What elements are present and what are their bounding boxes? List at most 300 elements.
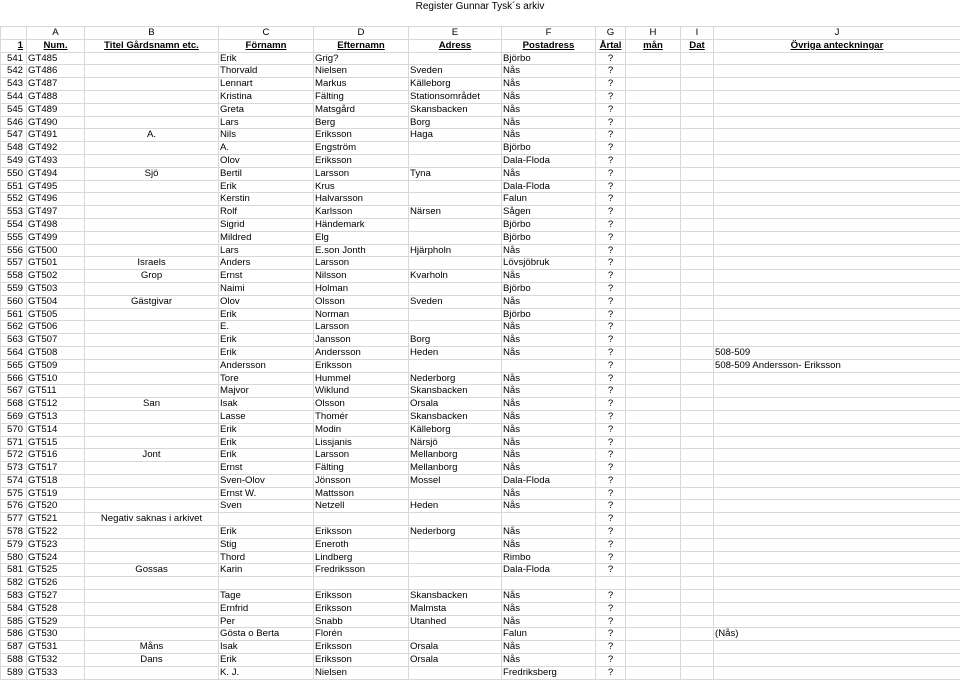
cell-adress[interactable] <box>409 538 502 551</box>
cell-dat[interactable] <box>681 257 714 270</box>
cell-titel[interactable] <box>85 346 219 359</box>
cell-man[interactable] <box>626 449 681 462</box>
cell-adress[interactable]: Borg <box>409 116 502 129</box>
cell-adress[interactable]: Sveden <box>409 295 502 308</box>
cell-adress[interactable]: Utanhed <box>409 615 502 628</box>
cell-postadress[interactable] <box>502 513 596 526</box>
cell-man[interactable] <box>626 462 681 475</box>
cell-dat[interactable] <box>681 590 714 603</box>
cell-dat[interactable] <box>681 103 714 116</box>
cell-titel[interactable] <box>85 116 219 129</box>
header-cell-postadress[interactable]: Postadress <box>502 39 596 52</box>
cell-fornamn[interactable]: Kerstin <box>219 193 314 206</box>
cell-dat[interactable] <box>681 385 714 398</box>
cell-fornamn[interactable]: Ernfrid <box>219 602 314 615</box>
cell-dat[interactable] <box>681 359 714 372</box>
cell-titel[interactable] <box>85 321 219 334</box>
cell-adress[interactable]: Nederborg <box>409 372 502 385</box>
cell-man[interactable] <box>626 487 681 500</box>
cell-artal[interactable]: ? <box>596 206 626 219</box>
cell-fornamn[interactable]: Greta <box>219 103 314 116</box>
cell-postadress[interactable] <box>502 577 596 590</box>
cell-postadress[interactable]: Nås <box>502 321 596 334</box>
cell-efternamn[interactable] <box>314 577 409 590</box>
cell-ovriga[interactable] <box>714 423 960 436</box>
row-number[interactable]: 587 <box>1 641 27 654</box>
cell-artal[interactable]: ? <box>596 398 626 411</box>
cell-postadress[interactable]: Nås <box>502 244 596 257</box>
cell-ovriga[interactable]: 508-509 <box>714 346 960 359</box>
cell-adress[interactable]: Skansbacken <box>409 385 502 398</box>
cell-artal[interactable]: ? <box>596 666 626 679</box>
cell-num[interactable]: GT514 <box>27 423 85 436</box>
cell-postadress[interactable] <box>502 359 596 372</box>
cell-ovriga[interactable] <box>714 551 960 564</box>
header-cell-fornamn[interactable]: Förnamn <box>219 39 314 52</box>
cell-titel[interactable] <box>85 526 219 539</box>
cell-efternamn[interactable]: Markus <box>314 78 409 91</box>
cell-efternamn[interactable]: Netzell <box>314 500 409 513</box>
row-number[interactable]: 553 <box>1 206 27 219</box>
cell-efternamn[interactable]: Grig? <box>314 52 409 65</box>
cell-dat[interactable] <box>681 410 714 423</box>
cell-adress[interactable]: Orsala <box>409 641 502 654</box>
cell-efternamn[interactable]: Larsson <box>314 167 409 180</box>
cell-titel[interactable] <box>85 52 219 65</box>
column-letter-B[interactable]: B <box>85 27 219 40</box>
cell-efternamn[interactable]: Berg <box>314 116 409 129</box>
cell-man[interactable] <box>626 321 681 334</box>
cell-dat[interactable] <box>681 398 714 411</box>
cell-fornamn[interactable]: K. J. <box>219 666 314 679</box>
cell-efternamn[interactable]: Olsson <box>314 398 409 411</box>
cell-man[interactable] <box>626 116 681 129</box>
row-number[interactable]: 549 <box>1 154 27 167</box>
row-number[interactable]: 561 <box>1 308 27 321</box>
row-number[interactable]: 577 <box>1 513 27 526</box>
cell-man[interactable] <box>626 410 681 423</box>
cell-num[interactable]: GT506 <box>27 321 85 334</box>
cell-man[interactable] <box>626 577 681 590</box>
row-number[interactable]: 552 <box>1 193 27 206</box>
cell-ovriga[interactable] <box>714 410 960 423</box>
cell-titel[interactable] <box>85 103 219 116</box>
cell-titel[interactable] <box>85 577 219 590</box>
row-number[interactable]: 566 <box>1 372 27 385</box>
row-number[interactable]: 545 <box>1 103 27 116</box>
cell-num[interactable]: GT500 <box>27 244 85 257</box>
cell-postadress[interactable]: Nås <box>502 423 596 436</box>
cell-dat[interactable] <box>681 551 714 564</box>
cell-dat[interactable] <box>681 577 714 590</box>
cell-num[interactable]: GT485 <box>27 52 85 65</box>
cell-postadress[interactable]: Dala-Floda <box>502 154 596 167</box>
cell-postadress[interactable]: Nås <box>502 78 596 91</box>
cell-efternamn[interactable]: Eriksson <box>314 154 409 167</box>
column-letter-corner[interactable] <box>1 27 27 40</box>
cell-artal[interactable]: ? <box>596 142 626 155</box>
cell-ovriga[interactable] <box>714 206 960 219</box>
cell-man[interactable] <box>626 193 681 206</box>
cell-artal[interactable]: ? <box>596 334 626 347</box>
cell-postadress[interactable]: Nås <box>502 167 596 180</box>
cell-artal[interactable]: ? <box>596 538 626 551</box>
cell-adress[interactable]: Kvarholn <box>409 270 502 283</box>
column-letter-G[interactable]: G <box>596 27 626 40</box>
cell-adress[interactable]: Stationsområdet <box>409 90 502 103</box>
cell-ovriga[interactable] <box>714 231 960 244</box>
cell-man[interactable] <box>626 142 681 155</box>
cell-fornamn[interactable]: Isak <box>219 641 314 654</box>
cell-fornamn[interactable]: Lars <box>219 116 314 129</box>
row-number[interactable]: 548 <box>1 142 27 155</box>
cell-titel[interactable] <box>85 538 219 551</box>
cell-num[interactable]: GT511 <box>27 385 85 398</box>
cell-postadress[interactable]: Nås <box>502 487 596 500</box>
cell-efternamn[interactable]: Fälting <box>314 462 409 475</box>
cell-num[interactable]: GT509 <box>27 359 85 372</box>
cell-ovriga[interactable] <box>714 449 960 462</box>
cell-man[interactable] <box>626 654 681 667</box>
cell-adress[interactable] <box>409 321 502 334</box>
cell-man[interactable] <box>626 538 681 551</box>
cell-dat[interactable] <box>681 628 714 641</box>
cell-postadress[interactable]: Nås <box>502 462 596 475</box>
cell-efternamn[interactable]: Eneroth <box>314 538 409 551</box>
cell-efternamn[interactable]: Fredriksson <box>314 564 409 577</box>
cell-ovriga[interactable]: 508-509 Andersson- Eriksson <box>714 359 960 372</box>
cell-adress[interactable]: Närsjö <box>409 436 502 449</box>
cell-titel[interactable] <box>85 206 219 219</box>
cell-titel[interactable] <box>85 78 219 91</box>
row-number[interactable]: 576 <box>1 500 27 513</box>
cell-postadress[interactable]: Björbo <box>502 218 596 231</box>
cell-num[interactable]: GT512 <box>27 398 85 411</box>
cell-adress[interactable]: Nederborg <box>409 526 502 539</box>
cell-dat[interactable] <box>681 449 714 462</box>
cell-dat[interactable] <box>681 346 714 359</box>
cell-num[interactable]: GT523 <box>27 538 85 551</box>
cell-postadress[interactable]: Nås <box>502 641 596 654</box>
cell-artal[interactable]: ? <box>596 513 626 526</box>
cell-artal[interactable]: ? <box>596 410 626 423</box>
cell-ovriga[interactable]: (Nås) <box>714 628 960 641</box>
cell-titel[interactable] <box>85 282 219 295</box>
header-cell-man[interactable]: mån <box>626 39 681 52</box>
cell-adress[interactable] <box>409 52 502 65</box>
cell-titel[interactable] <box>85 385 219 398</box>
column-letter-A[interactable]: A <box>27 27 85 40</box>
row-number[interactable]: 579 <box>1 538 27 551</box>
cell-titel[interactable]: San <box>85 398 219 411</box>
cell-artal[interactable]: ? <box>596 103 626 116</box>
cell-fornamn[interactable]: Erik <box>219 654 314 667</box>
cell-titel[interactable] <box>85 551 219 564</box>
cell-dat[interactable] <box>681 295 714 308</box>
cell-man[interactable] <box>626 167 681 180</box>
column-letter-F[interactable]: F <box>502 27 596 40</box>
cell-fornamn[interactable]: Kristina <box>219 90 314 103</box>
column-letter-H[interactable]: H <box>626 27 681 40</box>
cell-ovriga[interactable] <box>714 500 960 513</box>
cell-efternamn[interactable]: Olsson <box>314 295 409 308</box>
cell-man[interactable] <box>626 78 681 91</box>
cell-titel[interactable] <box>85 436 219 449</box>
cell-dat[interactable] <box>681 52 714 65</box>
cell-titel[interactable] <box>85 628 219 641</box>
cell-titel[interactable] <box>85 615 219 628</box>
cell-artal[interactable]: ? <box>596 308 626 321</box>
cell-efternamn[interactable]: Eriksson <box>314 129 409 142</box>
column-letter-I[interactable]: I <box>681 27 714 40</box>
cell-man[interactable] <box>626 615 681 628</box>
cell-ovriga[interactable] <box>714 602 960 615</box>
cell-adress[interactable]: Tyna <box>409 167 502 180</box>
cell-fornamn[interactable]: Isak <box>219 398 314 411</box>
cell-ovriga[interactable] <box>714 180 960 193</box>
cell-artal[interactable]: ? <box>596 423 626 436</box>
cell-titel[interactable] <box>85 487 219 500</box>
cell-efternamn[interactable]: Nilsson <box>314 270 409 283</box>
cell-titel[interactable]: Negativ saknas i arkivet <box>85 513 219 526</box>
row-number[interactable]: 581 <box>1 564 27 577</box>
row-number[interactable]: 580 <box>1 551 27 564</box>
cell-num[interactable]: GT524 <box>27 551 85 564</box>
row-number[interactable]: 555 <box>1 231 27 244</box>
cell-dat[interactable] <box>681 116 714 129</box>
cell-efternamn[interactable]: Larsson <box>314 321 409 334</box>
row-number[interactable]: 583 <box>1 590 27 603</box>
cell-fornamn[interactable]: Bertil <box>219 167 314 180</box>
cell-adress[interactable] <box>409 180 502 193</box>
cell-efternamn[interactable]: Krus <box>314 180 409 193</box>
row-number[interactable]: 543 <box>1 78 27 91</box>
cell-dat[interactable] <box>681 615 714 628</box>
cell-artal[interactable]: ? <box>596 321 626 334</box>
cell-dat[interactable] <box>681 526 714 539</box>
cell-postadress[interactable]: Nås <box>502 590 596 603</box>
cell-adress[interactable]: Mellanborg <box>409 462 502 475</box>
cell-efternamn[interactable]: Fälting <box>314 90 409 103</box>
cell-man[interactable] <box>626 526 681 539</box>
cell-postadress[interactable]: Björbo <box>502 308 596 321</box>
cell-ovriga[interactable] <box>714 641 960 654</box>
cell-fornamn[interactable]: Tore <box>219 372 314 385</box>
cell-adress[interactable]: Närsen <box>409 206 502 219</box>
cell-efternamn[interactable]: Mattsson <box>314 487 409 500</box>
cell-fornamn[interactable]: Lasse <box>219 410 314 423</box>
cell-ovriga[interactable] <box>714 526 960 539</box>
cell-fornamn[interactable]: Erik <box>219 436 314 449</box>
cell-efternamn[interactable]: Nielsen <box>314 65 409 78</box>
cell-artal[interactable]: ? <box>596 487 626 500</box>
cell-man[interactable] <box>626 282 681 295</box>
cell-postadress[interactable]: Lövsjöbruk <box>502 257 596 270</box>
cell-man[interactable] <box>626 474 681 487</box>
cell-artal[interactable]: ? <box>596 270 626 283</box>
cell-artal[interactable]: ? <box>596 564 626 577</box>
cell-num[interactable]: GT495 <box>27 180 85 193</box>
cell-artal[interactable] <box>596 577 626 590</box>
cell-man[interactable] <box>626 206 681 219</box>
cell-dat[interactable] <box>681 462 714 475</box>
cell-man[interactable] <box>626 641 681 654</box>
cell-fornamn[interactable]: Olov <box>219 295 314 308</box>
cell-dat[interactable] <box>681 180 714 193</box>
cell-ovriga[interactable] <box>714 65 960 78</box>
row-number[interactable]: 570 <box>1 423 27 436</box>
cell-efternamn[interactable]: Engström <box>314 142 409 155</box>
cell-fornamn[interactable]: Lennart <box>219 78 314 91</box>
cell-titel[interactable]: Gästgivar <box>85 295 219 308</box>
cell-titel[interactable] <box>85 474 219 487</box>
cell-efternamn[interactable]: Florén <box>314 628 409 641</box>
cell-man[interactable] <box>626 218 681 231</box>
row-number[interactable]: 572 <box>1 449 27 462</box>
row-number[interactable]: 567 <box>1 385 27 398</box>
cell-fornamn[interactable]: Ernst <box>219 270 314 283</box>
row-number[interactable]: 558 <box>1 270 27 283</box>
cell-artal[interactable]: ? <box>596 244 626 257</box>
cell-efternamn[interactable]: Halvarsson <box>314 193 409 206</box>
row-number[interactable]: 556 <box>1 244 27 257</box>
cell-adress[interactable]: Mellanborg <box>409 449 502 462</box>
cell-num[interactable]: GT530 <box>27 628 85 641</box>
row-number[interactable]: 568 <box>1 398 27 411</box>
cell-man[interactable] <box>626 436 681 449</box>
cell-num[interactable]: GT497 <box>27 206 85 219</box>
cell-ovriga[interactable] <box>714 487 960 500</box>
cell-postadress[interactable]: Falun <box>502 628 596 641</box>
cell-postadress[interactable]: Nås <box>502 103 596 116</box>
cell-titel[interactable] <box>85 666 219 679</box>
cell-adress[interactable] <box>409 359 502 372</box>
cell-postadress[interactable]: Nås <box>502 65 596 78</box>
cell-artal[interactable]: ? <box>596 257 626 270</box>
cell-fornamn[interactable]: Thord <box>219 551 314 564</box>
cell-num[interactable]: GT501 <box>27 257 85 270</box>
cell-adress[interactable] <box>409 551 502 564</box>
cell-adress[interactable] <box>409 564 502 577</box>
cell-postadress[interactable]: Nås <box>502 372 596 385</box>
cell-dat[interactable] <box>681 474 714 487</box>
cell-ovriga[interactable] <box>714 308 960 321</box>
cell-num[interactable]: GT515 <box>27 436 85 449</box>
cell-adress[interactable]: Orsala <box>409 398 502 411</box>
cell-postadress[interactable]: Nås <box>502 449 596 462</box>
cell-fornamn[interactable]: E. <box>219 321 314 334</box>
cell-artal[interactable]: ? <box>596 295 626 308</box>
cell-dat[interactable] <box>681 666 714 679</box>
cell-fornamn[interactable]: Ernst <box>219 462 314 475</box>
cell-num[interactable]: GT504 <box>27 295 85 308</box>
cell-titel[interactable]: Dans <box>85 654 219 667</box>
cell-artal[interactable]: ? <box>596 180 626 193</box>
cell-fornamn[interactable]: Per <box>219 615 314 628</box>
cell-dat[interactable] <box>681 654 714 667</box>
cell-efternamn[interactable]: Wiklund <box>314 385 409 398</box>
cell-num[interactable]: GT517 <box>27 462 85 475</box>
row-number[interactable]: 559 <box>1 282 27 295</box>
cell-titel[interactable] <box>85 231 219 244</box>
cell-fornamn[interactable]: Lars <box>219 244 314 257</box>
cell-num[interactable]: GT487 <box>27 78 85 91</box>
cell-dat[interactable] <box>681 564 714 577</box>
cell-num[interactable]: GT503 <box>27 282 85 295</box>
cell-adress[interactable] <box>409 628 502 641</box>
cell-fornamn[interactable]: Olov <box>219 154 314 167</box>
cell-dat[interactable] <box>681 282 714 295</box>
cell-num[interactable]: GT505 <box>27 308 85 321</box>
cell-num[interactable]: GT529 <box>27 615 85 628</box>
cell-adress[interactable]: Orsala <box>409 654 502 667</box>
cell-num[interactable]: GT493 <box>27 154 85 167</box>
cell-postadress[interactable]: Nås <box>502 334 596 347</box>
cell-titel[interactable] <box>85 500 219 513</box>
cell-adress[interactable]: Skansbacken <box>409 103 502 116</box>
header-cell-artal[interactable]: Årtal <box>596 39 626 52</box>
cell-dat[interactable] <box>681 487 714 500</box>
cell-dat[interactable] <box>681 154 714 167</box>
cell-artal[interactable]: ? <box>596 641 626 654</box>
cell-man[interactable] <box>626 270 681 283</box>
cell-efternamn[interactable]: Jönsson <box>314 474 409 487</box>
cell-fornamn[interactable]: Nils <box>219 129 314 142</box>
cell-dat[interactable] <box>681 78 714 91</box>
cell-artal[interactable]: ? <box>596 385 626 398</box>
cell-man[interactable] <box>626 103 681 116</box>
cell-artal[interactable]: ? <box>596 65 626 78</box>
cell-num[interactable]: GT488 <box>27 90 85 103</box>
cell-num[interactable]: GT521 <box>27 513 85 526</box>
header-cell-titel[interactable]: Titel Gårdsnamn etc. <box>85 39 219 52</box>
cell-ovriga[interactable] <box>714 270 960 283</box>
cell-titel[interactable] <box>85 334 219 347</box>
cell-num[interactable]: GT532 <box>27 654 85 667</box>
cell-efternamn[interactable]: Thomér <box>314 410 409 423</box>
cell-num[interactable]: GT494 <box>27 167 85 180</box>
cell-fornamn[interactable]: Sven-Olov <box>219 474 314 487</box>
cell-titel[interactable] <box>85 244 219 257</box>
row-number[interactable]: 563 <box>1 334 27 347</box>
cell-dat[interactable] <box>681 500 714 513</box>
cell-postadress[interactable]: Nås <box>502 90 596 103</box>
row-number[interactable]: 585 <box>1 615 27 628</box>
cell-ovriga[interactable] <box>714 398 960 411</box>
cell-artal[interactable]: ? <box>596 78 626 91</box>
cell-adress[interactable] <box>409 142 502 155</box>
cell-efternamn[interactable]: Eriksson <box>314 526 409 539</box>
cell-man[interactable] <box>626 154 681 167</box>
cell-postadress[interactable]: Nås <box>502 615 596 628</box>
cell-efternamn[interactable]: Hummel <box>314 372 409 385</box>
cell-adress[interactable] <box>409 193 502 206</box>
cell-num[interactable]: GT519 <box>27 487 85 500</box>
cell-efternamn[interactable]: Nielsen <box>314 666 409 679</box>
cell-efternamn[interactable]: Snabb <box>314 615 409 628</box>
cell-dat[interactable] <box>681 142 714 155</box>
cell-artal[interactable]: ? <box>596 526 626 539</box>
cell-ovriga[interactable] <box>714 90 960 103</box>
row-number[interactable]: 575 <box>1 487 27 500</box>
cell-dat[interactable] <box>681 90 714 103</box>
cell-titel[interactable]: Israels <box>85 257 219 270</box>
cell-artal[interactable]: ? <box>596 449 626 462</box>
cell-adress[interactable] <box>409 218 502 231</box>
cell-num[interactable]: GT502 <box>27 270 85 283</box>
row-number[interactable]: 560 <box>1 295 27 308</box>
cell-efternamn[interactable]: Norman <box>314 308 409 321</box>
